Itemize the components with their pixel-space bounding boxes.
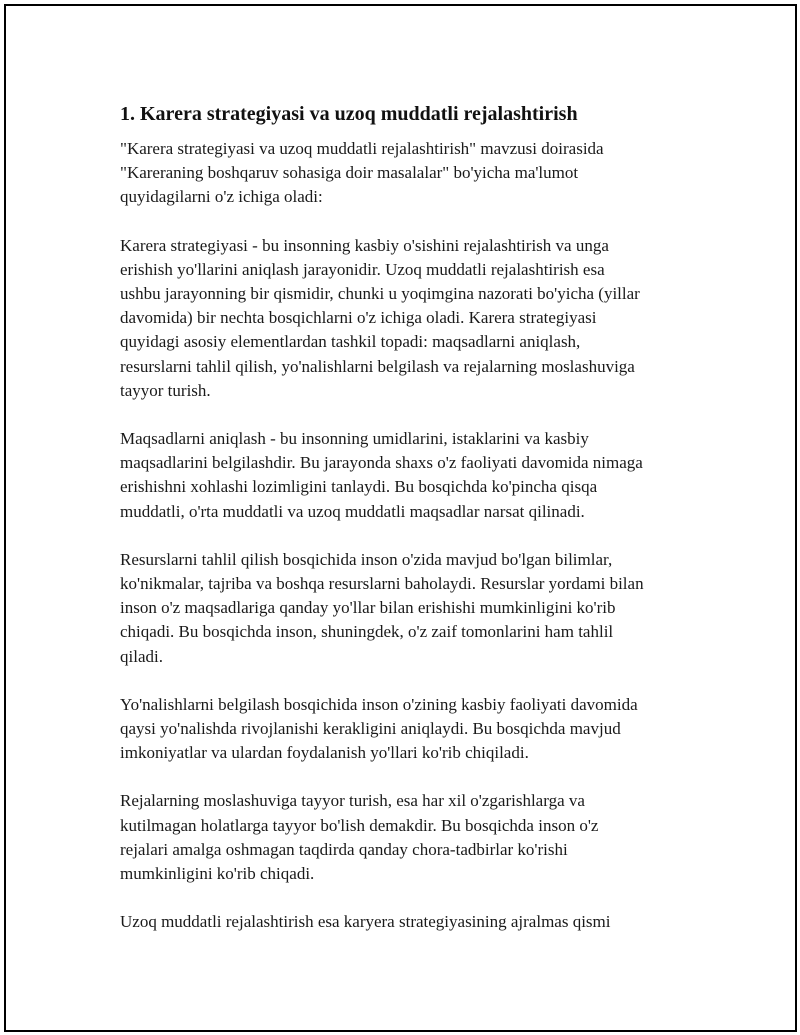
paragraph-goal-setting: Maqsadlarni aniqlash - bu insonning umidlarini, istaklarini va kasbiy maqsadlarini belgilashdir. Bu jarayonda shaxs o'z faoliyati davomida nimaga erishishni xohlashi lozimligini tanlaydi. Bu bosqichda ko'pincha qisqa muddatli, o'rta muddatli va uzoq muddatli maqsadlar narsat qilinadi. — [120, 429, 643, 521]
document-title: 1. Karera strategiyasi va uzoq muddatli rejalashtirish — [120, 103, 578, 125]
page-frame — [4, 4, 797, 1032]
paragraph-direction-setting: Yo'nalishlarni belgilash bosqichida inson o'zining kasbiy faoliyati davomida qaysi yo'nalishda rivojlanishi kerakligini aniqlaydi. Bu bosqichda mavjud imkoniyatlar va ulardan foydalanish yo'llari ko'rib chiqiladi. — [120, 694, 638, 763]
paragraph-plan-adaptation: Rejalarning moslashuviga tayyor turish, esa har xil o'zgarishlarga va kutilmagan holatlarga tayyor bo'lish demakdir. Bu bosqichda inson o'z rejalari amalga oshmagan taqdirda qanday chora-tadbirlar ko'rishi mumkinligini ko'rib chiqadi. — [120, 791, 599, 884]
document-body — [120, 100, 720, 958]
paragraph-long-term-planning: Uzoq muddatli rejalashtirish esa karyera strategiyasining ajralmas qismi — [120, 912, 611, 932]
paragraph-career-strategy: Karera strategiyasi - bu insonning kasbiy o'sishini rejalashtirish va unga erishish yo'llarini aniqlash jarayonidir. Uzoq muddatli rejalashtirish esa ushbu jarayonning bir qismidir, chunki u yoqimgina nazorati bo'yicha (yillar davomida) bir nechta bosqichlarni o'z ichiga oladi. Karera strategiyasi quyidagi asosiy elementlardan tashkil topadi: maqsadlarni aniqlash, resurslarni tahlil qilish, yo'nalishlarni belgilash va rejalarning moslashuviga tayyor turish. — [120, 235, 640, 400]
paragraph-resource-analysis: Resurslarni tahlil qilish bosqichida inson o'zida mavjud bo'lgan bilimlar, ko'nikmalar, tajriba va boshqa resurslarni baholaydi. Resurslar yordami bilan inson o'z maqsadlariga qanday yo'llar bilan erishishi mumkinligini ko'rib chiqadi. Bu bosqichda inson, shuningdek, o'z zaif tomonlarini ham tahlil qiladi. — [120, 549, 644, 666]
paragraph-intro: "Karera strategiyasi va uzoq muddatli rejalashtirish" mavzusi doirasida "Kareraning boshqaruv sohasiga doir masalalar" bo'yicha ma'lumot quyidagilarni o'z ichiga oladi: — [120, 139, 604, 207]
